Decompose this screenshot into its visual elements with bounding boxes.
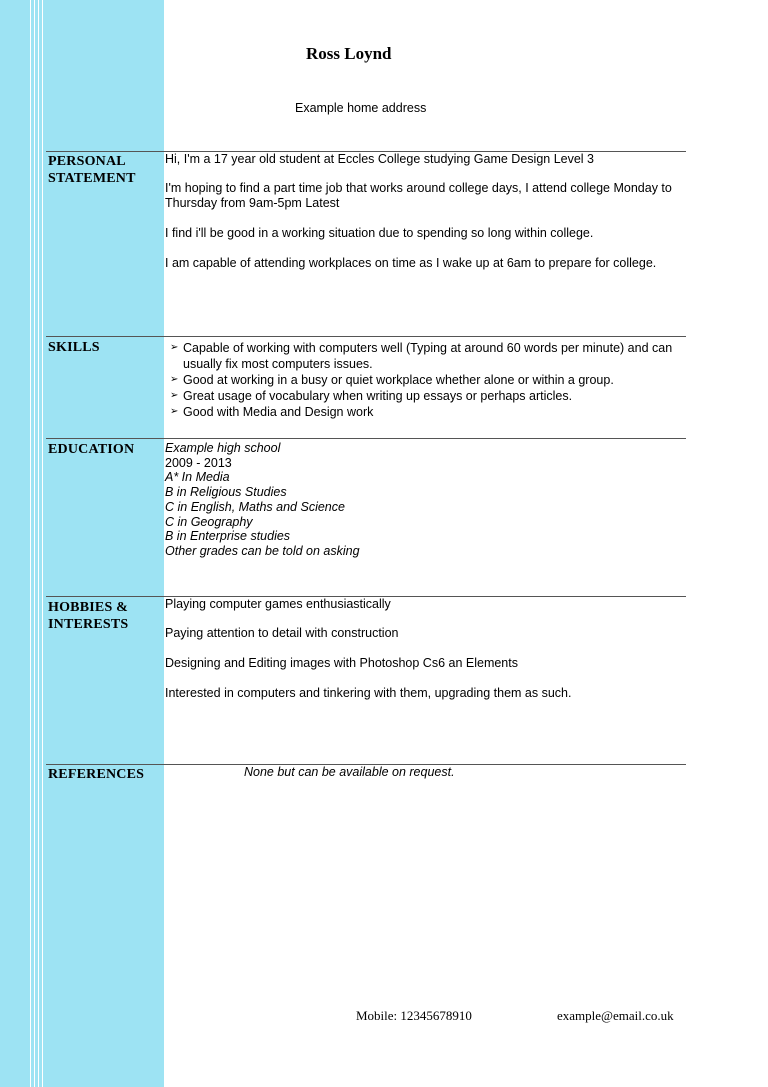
education-line: 2009 - 2013 bbox=[165, 455, 232, 470]
hobby-item: Playing computer games enthusiastically bbox=[165, 597, 391, 611]
hobbies-heading: HOBBIES & INTERESTS bbox=[48, 600, 129, 632]
list-item: ➢ Great usage of vocabulary when writing up essays or perhaps articles. bbox=[170, 389, 573, 403]
list-item: ➢ Good at working in a busy or quiet workplace whether alone or within a group. bbox=[170, 373, 614, 387]
footer-email: example@email.co.uk bbox=[557, 1008, 674, 1023]
section-divider bbox=[46, 336, 686, 337]
education-line: C in Geography bbox=[165, 514, 253, 529]
arrow-bullet-icon: ➢ bbox=[170, 374, 179, 385]
section-divider bbox=[46, 438, 686, 439]
hobby-item: Designing and Editing images with Photoshop Cs6 an Elements bbox=[165, 656, 518, 670]
hobby-item: Interested in computers and tinkering with them, upgrading them as such. bbox=[165, 686, 572, 700]
education-line: B in Enterprise studies bbox=[165, 529, 291, 544]
personal-statement-heading: PERSONAL STATEMENT bbox=[48, 154, 136, 186]
arrow-bullet-icon: ➢ bbox=[170, 406, 179, 417]
sidebar-stripe bbox=[42, 0, 43, 1087]
skills-heading: SKILLS bbox=[48, 340, 100, 355]
home-address: Example home address bbox=[295, 101, 427, 115]
sidebar-stripe bbox=[30, 0, 31, 1087]
education-details bbox=[165, 441, 360, 559]
resume-name: Ross Loynd bbox=[306, 44, 392, 63]
skills-list bbox=[170, 340, 685, 420]
references-heading: REFERENCES bbox=[48, 767, 145, 782]
education-line: B in Religious Studies bbox=[165, 485, 287, 500]
sidebar-stripe bbox=[34, 0, 35, 1087]
hobby-item: Paying attention to detail with construction bbox=[165, 626, 399, 640]
personal-statement-paragraph: I am capable of attending workplaces on time as I wake up at 6am to prepare for college. bbox=[165, 256, 657, 270]
personal-statement-paragraph: I'm hoping to find a part time job that works around college days, I attend college Monday to Thursday from 9am-5pm Latest bbox=[165, 181, 672, 210]
education-line: C in English, Maths and Science bbox=[165, 499, 345, 514]
arrow-bullet-icon: ➢ bbox=[170, 342, 179, 353]
list-item: ➢ Good with Media and Design work bbox=[170, 405, 374, 419]
sidebar-stripe bbox=[38, 0, 39, 1087]
personal-statement-paragraph: Hi, I'm a 17 year old student at Eccles College studying Game Design Level 3 bbox=[165, 152, 594, 166]
education-line: Other grades can be told on asking bbox=[165, 543, 360, 558]
references-text: None but can be available on request. bbox=[244, 765, 455, 779]
list-item: ➢ Capable of working with computers well (Typing at around 60 words per minute) and can usually fix most computers issues. bbox=[170, 341, 673, 371]
education-heading: EDUCATION bbox=[48, 442, 135, 457]
education-line: Example high school bbox=[165, 441, 281, 455]
footer-mobile: Mobile: 12345678910 bbox=[356, 1008, 472, 1023]
personal-statement-paragraph: I find i'll be good in a working situation due to spending so long within college. bbox=[165, 226, 594, 240]
education-line: A* In Media bbox=[165, 470, 230, 485]
arrow-bullet-icon: ➢ bbox=[170, 390, 179, 401]
